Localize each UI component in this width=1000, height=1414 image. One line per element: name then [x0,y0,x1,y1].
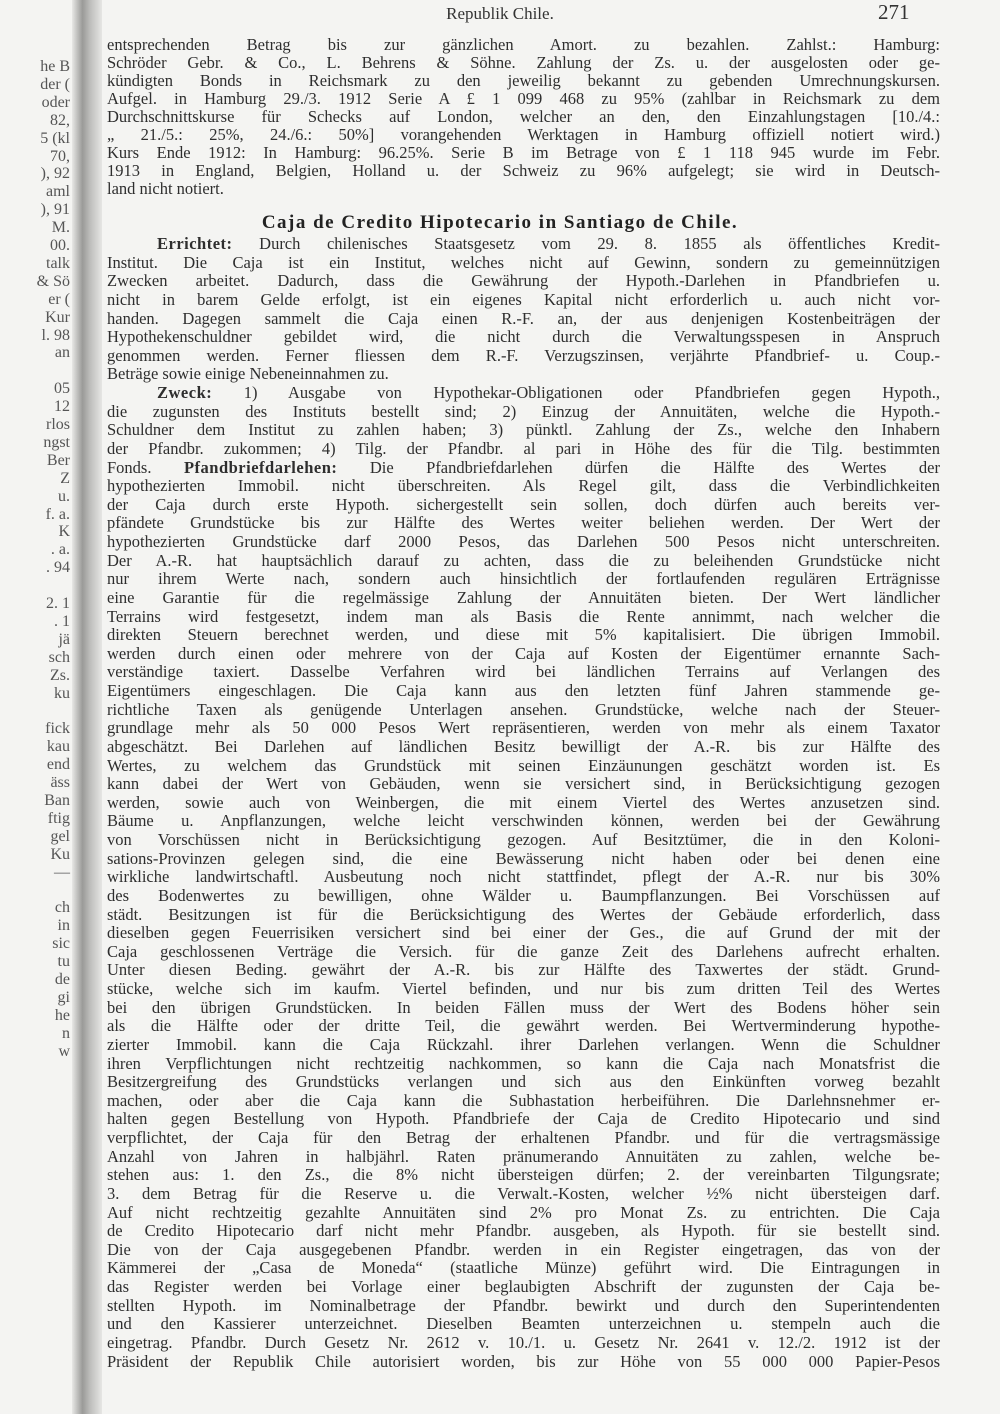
text-line [107,924,940,943]
line-text: das Register werden bei Vorlage einer beglaubigten Abschrift der zugunsten der Caja be- [107,1278,940,1296]
line-text: handen. Dagegen sammelt die Caja einen R.-F. an, der aus denjenigen Kostenbeiträgen der [107,309,940,328]
line-text: Präsident der Republik Chile autorisiert worden, bis zur Höhe von 55 000 000 Papier-Pesos [107,1352,940,1371]
text-line [107,1204,940,1223]
text-line [107,162,940,180]
text-line [107,254,940,273]
line-text: kann dabei der Wert von Gebäuden, wenn sie versichert sind, in Berücksichtigung gezogen [107,775,940,794]
previous-page-fragment: 05 [54,380,70,398]
line-text: Terrains wird festgesetzt, indem man als Basis die Rente annimmt, nach welcher die [107,607,940,626]
text-line [107,365,940,384]
text-line [107,310,940,329]
line-text: Caja geschlossenen Verträge die Versich. für die ganze Zeit des Darlehens aufrecht erhalten. [107,942,940,961]
text-line [107,552,940,571]
line-text: Eigentümers eingeschlagen. Die Caja kann aus den letzten fünf Jahren stammende ge- [107,682,940,700]
text-line [107,533,940,552]
line-text: Durchschnittskurse für Schecks auf London, welcher an den, den Einzahlungstagen [10./4.: [107,108,940,126]
line-text: grundlage mehr als 50 000 Pesos Wert repräsentieren, werden von mehr als einem Taxator [107,719,940,738]
previous-page-fragment: — [54,863,70,881]
line-text: Die von der Caja ausgegebenen Pfandbr. werden in ein Register eingetragen, das von der [107,1240,940,1259]
text-line [107,1222,940,1241]
previous-page-fragment: u. [58,487,70,505]
previous-page-fragment: rlos [46,416,70,433]
text-line [107,477,940,496]
line-text: Schröder Gebr. & Co., L. Behrens & Söhne. Zahlung der Zs. u. der ausgelosten oder ge- [107,54,940,72]
line-text: Schuldner dem Institut zu zahlen haben; 3) pünktl. Zahlung der Zs., welche den Inhabern [107,421,940,440]
text-line [107,1110,940,1129]
previous-page-fragment: end [46,756,70,774]
line-text: dieselben gegen Feuerrisiken versichert sind bei einer der Ges., die auf Grund der mit der [107,924,940,943]
previous-page-fragment: w [58,1042,70,1060]
previous-page-fragment: tu [57,953,70,970]
previous-page-fragment: he B [40,58,70,75]
previous-page-fragment: gel [50,827,70,845]
text-line [107,608,940,627]
previous-page-fragment: Zs. [50,666,70,684]
text-line [107,719,940,738]
line-text: des Bodenwertes zu bewilligen, ohne Wälder u. Baumpflanzungen. Bei Vorschüssen auf [107,886,940,905]
text-line [107,589,940,608]
line-text: hypothezierten Immobil. nicht überschreiten. Als Regel gilt, dass die Verbindlichkeiten [107,477,940,496]
line-text: stücke, welche sich im kaufm. Viertel befinden, und nur bis zum dritten Teil des Wertes [107,980,940,998]
line-text: von Vorschüssen nicht in Berücksichtigung gezogen. Auf Besitztümer, die in den Koloni- [107,831,940,849]
text-line [107,626,940,645]
previous-page-fragment: . 1 [54,612,70,630]
line-text: Hypothekenschuldner gebildet wird, die nicht durch die Verwaltungsspesen in Anspruch [107,328,940,347]
line-text: werden, sowie auch von Weinbergen, die mit einem Viertel des Wertes anzusetzen sind. [107,793,940,812]
line-text: die zugunsten des Instituts bestellt sind; 2) Einzug der Annuitäten, welche die Hypoth.- [107,402,940,421]
line-text: zierter Immobil. kann die Caja Rückzahl. ihrer Darlehen verlangen. Wenn die Schuldner [107,1035,940,1054]
text-line [107,701,940,720]
text-line [107,794,940,813]
line-text: Der A.-R. hat hauptsächlich darauf zu achten, dass die zu beleihenden Grundstücke nicht [107,551,940,570]
line-text: hypothezierten Grundstücke darf 2000 Pesos, das Darlehen 500 Pesos nicht unterschreiten. [107,533,940,551]
text-line [107,775,940,794]
line-text: ihren Verpflichtungen nicht rechtzeitig nachkommen, so kann die Caja nach Monatsfrist die [107,1054,940,1073]
line-text: Unter diesen Beding. gewährt der A.-R. bis zur Hälfte des Taxwertes der städt. Grund- [107,961,940,980]
text-line [107,291,940,310]
previous-page-fragment: de [54,970,70,988]
line-text: land nicht notiert. [107,180,224,198]
line-text: stellten Hypoth. im Nominalbetrage der Pfandbr. bewirkt und durch den Superintendenten [107,1296,940,1315]
previous-page-fragment: Ku [50,845,70,863]
previous-page-fragment: äss [50,774,70,791]
text-line [107,36,940,54]
text-line [107,1073,940,1092]
text-line [107,514,940,533]
previous-page-fragment: jä [58,630,70,648]
text-line [107,272,940,291]
line-text: eine Garantie für die regelmässige Zahlung der Annuitäten bieten. Der Wert ländlicher [107,588,940,607]
line-text: der Pfandbr. zukommen; 4) Tilg. der Pfandbr. al pari in Höhe des für die Tilg. bestimmten [107,439,940,458]
line-text: Beträge sowie einige Nebeneinnahmen zu. [107,365,389,384]
previous-page-fragment: Z [60,469,70,487]
line-text: entsprechenden Betrag bis zur gänzlichen Amort. zu bezahlen. Zahlst.: Hamburg: [107,36,940,54]
line-text: Zwecken arbeitet. Dadurch, dass die Gewährung der Hypoth.-Darlehen in Pfandbriefen u. [107,272,940,291]
line-text: richtliche Taxen als genügende Unterlagen ansehen. Grundstücke, welche nach der Steuer- [107,700,940,719]
line-text: Kurs Ende 1912: In Hamburg: 96.25%. Serie B im Betrage von £ 1 118 945 wurde im Febr. [107,144,940,162]
text-line [107,943,940,962]
line-text: kündigten Bonds in Reichsmark zu den jeweilig bekannt zu gebenden Umrechnungskursen. [107,72,940,90]
text-line [107,235,940,254]
line-text: Auf nicht rechtzeitig gezahlte Annuitäten sind 2% pro Monat Zs. zu entrichten. Die Caja [107,1203,940,1222]
text-line [107,54,940,72]
previous-page-fragment: Ban [44,791,70,809]
previous-page-fragment: 00. [50,237,70,254]
text-line [107,180,940,198]
previous-page-fragment: ), 91 [40,201,70,219]
text-line [107,1185,940,1204]
previous-page-fragment: 5 (kl [40,129,70,147]
previous-page-fragment: he [54,1006,70,1024]
line-text: „ 21./5.: 25%, 24./6.: 50%] vorangehenden Werktagen in Hamburg offiziell notiert wird.) [107,126,940,144]
text-line [107,999,940,1018]
line-text: Kämmerei der „Casa de Moneda“ (staatliche Münze) geführt wird. Die Eintragungen in [107,1259,940,1278]
previous-page-fragment: . a. [50,541,70,559]
line-text: Aufgel. in Hamburg 29./3. 1912 Serie A £ 1 099 468 zu 95% (zahlbar in Reichsmark zu dem [107,90,940,108]
line-text: sations-Provinzen gelegen sind, die eine Bewässerung nicht haben oder bei denen eine [107,849,940,868]
previous-page-fragment: sic [52,935,70,953]
previous-page-fragment: ch [54,899,70,917]
previous-page-fragment: . 94 [46,559,70,577]
text-line [107,812,940,831]
section-title: Caja de Credito Hipotecario in Santiago de Chile. [261,212,739,233]
previous-page-fragment: der ( [40,75,70,93]
line-text: Institut. Die Caja ist ein Institut, welches nicht auf Gewinn, sondern zu gemeinnützigen [107,253,940,272]
line-lead: Fonds. [107,458,184,477]
previous-page-fragment: M. [51,219,70,237]
previous-page-fragment: ftig [47,809,70,827]
text-line [107,1278,940,1297]
page-number: 271 [878,0,910,24]
previous-page-fragment: sch [48,648,70,666]
text-line [107,90,940,108]
line-text: stehen aus: 1. den Zs., die 8% nicht übersteigen dürfen; 2. der vereinbarten Tilgungsrate; [107,1166,940,1185]
text-line [107,887,940,906]
previous-page-fragment: Kur [45,308,70,326]
text-line [107,1334,940,1353]
previous-page-fragment: ngst [43,433,70,451]
previous-page-fragment: in [57,917,70,935]
text-line [107,1148,940,1167]
text-line [107,906,940,925]
line-text: 1) Ausgabe von Hypothekar-Obligationen oder Pfandbriefen gegen Hypoth., [212,384,940,402]
text-line [107,108,940,126]
previous-page-fragment: ), 92 [40,165,70,183]
line-text: städt. Besitzungen ist für die Berücksichtigung des Wertes der Gebäude erforderlich, dass [107,905,940,924]
text-line [107,1259,940,1278]
previous-page-fragment: ku [54,684,70,702]
text-line [107,980,940,999]
previous-page-fragment: K [58,523,70,541]
previous-page-fragment: fick [45,720,70,738]
previous-page-fragment: oder [41,93,70,111]
text-line [107,1166,940,1185]
line-text: Wertes, zu welchem das Grundstück mit seinen Einzäunungen geschätzt worden ist. Es [107,756,940,775]
line-text: wirkliche landwirtschaftl. Ausbeutung noch nicht stattfindet, pflegt der A.-R. nur bis 30% [107,868,940,887]
line-text: abgeschätzt. Bei Darlehen auf ländlichen Besitz bewilligt der A.-R. bis zur Hälfte des [107,737,940,756]
line-text: nur ihrem Werte nach, sondern auch hinsichtlich der fortlaufenden regulären Erträgnisse [107,570,940,589]
previous-page-fragment: f. a. [45,505,70,523]
previous-page-fragment: Ber [46,451,70,469]
text-line [107,384,940,403]
previous-page-fragment: talk [46,254,70,272]
line-text: als die Hälfte oder der dritte Teil, die gewährt werden. Bei Wertverminderung hypothe- [107,1017,940,1036]
previous-page-fragment: an [54,344,70,362]
text-line [107,459,940,478]
text-line [107,328,940,347]
line-text: verständige taxiert. Dasselbe Verfahren wird bei ländlichen Terrains auf Verlangen des [107,663,940,682]
line-text: Die Pfandbriefdarlehen dürfen die Hälfte des Wertes der [337,458,940,477]
line-text: bei den übrigen Grundstücken. In beiden Fällen muss der Wert des Bodens höher sein [107,998,940,1017]
text-line [107,1129,940,1148]
section-label: Zweck: [157,384,213,402]
previous-page-fragment: er ( [48,290,70,308]
line-text: Anzahl von Jahren in halbjährl. Raten pränumerando Annuitäten zu zahlen, welche be- [107,1147,940,1166]
text-line [107,868,940,887]
text-line [107,72,940,90]
section-body [107,235,940,1371]
line-text: genommen werden. Ferner fliessen dem R.-F. Verzugszinsen, verjährte Pfandbrief- u. Coup.- [107,346,940,365]
previous-page-fragment: l. 98 [41,326,70,344]
line-text: werden durch einen oder mehrere von der Caja auf Kosten der Eigentümer ernannte Sach- [107,644,940,663]
text-line [107,1315,940,1334]
line-text: und den Kassierer unterzeichnet. Dieselben Beamten unterzeichnen u. stempeln auch die [107,1315,940,1334]
text-line [107,1017,940,1036]
text-line [107,570,940,589]
line-text: nicht in barem Gelde erfolgt, ist ein eigenes Kapital nicht erforderlich u. auch nicht vor- [107,290,940,309]
running-title: Republik Chile. [446,4,554,23]
text-line [107,421,940,440]
line-text: direkten Steuern berechnet werden, und diese mit 5% kapitalisiert. Die übrigen Immobil. [107,626,940,645]
text-line [107,663,940,682]
text-line [107,757,940,776]
line-text: machen, oder aber die Caja kann die Subhastation herbeiführen. Die Darlehnsnehmer er- [107,1091,940,1110]
text-line [107,1353,940,1372]
text-line [107,403,940,422]
text-line [107,126,940,144]
line-text: der Caja durch erste Hypoth. sichergestellt sein sollen, doch dürfen auch bereits ver- [107,495,940,514]
line-text: eingetrag. Pfandbr. Durch Gesetz Nr. 2612 v. 10./1. u. Gesetz Nr. 2641 v. 12./2. 1912 ist der [107,1333,940,1352]
text-line [107,1036,940,1055]
text-line [107,1241,940,1260]
previous-page-fragment: 70, [50,147,70,165]
section-label: Errichtet: [157,235,233,253]
text-line [107,738,940,757]
text-line [107,645,940,664]
line-text: Bäume u. Anpflanzungen, welche leicht verschwinden können, werden bei der Gewährung [107,812,940,831]
text-line [107,961,940,980]
previous-page-fragment: kau [46,738,70,756]
section-label: Pfandbriefdarlehen: [183,458,338,477]
line-text: Durch chilenisches Staatsgesetz vom 29. 8. 1855 als öffentliches Kredit- [232,235,940,253]
line-text: halten gegen Bestellung von Hypoth. Pfandbriefe der Caja de Credito Hipotecario und sind [107,1110,940,1129]
intro-paragraph [107,36,940,198]
text-line [107,496,940,515]
text-line [107,682,940,701]
line-text: pfändete Grundstücke bis zur Hälfte des Wertes weiter beliehen werden. Der Wert der [107,514,940,533]
text-line [107,144,940,162]
text-line [107,850,940,869]
line-text: Besitzergreifung des Grundstücks verlangen und sich aus den Einkünften vorweg bezahlt [107,1073,940,1092]
previous-page-fragment: 2. 1 [46,595,70,612]
previous-page-fragment: 12 [54,398,70,416]
previous-page-fragment: n [62,1024,70,1042]
previous-page-fragment: gi [57,988,70,1006]
previous-page-fragment: & Sö [36,272,70,290]
text-line [107,347,940,366]
line-text: 1913 in England, Belgien, Holland u. der Schweiz zu 96% aufgelegt; sie wird in Deutsch- [107,162,940,180]
text-line [107,1055,940,1074]
text-line [107,440,940,459]
text-line [107,831,940,850]
previous-page-fragment: 82, [50,111,70,129]
line-text: 3. dem Betrag für die Reserve u. die Verwalt.-Kosten, welcher ½% nicht übersteigen darf. [107,1184,940,1203]
line-text: de Credito Hipotecario darf nicht mehr Pfandbr. ausgeben, als Hypoth. für sie bestellt sind. [107,1222,940,1241]
text-line [107,1092,940,1111]
previous-page-fragment: aml [46,183,70,201]
line-text: verpflichtet, der Caja für den Betrag der erhaltenen Pfandbr. und für die vertragsmässige [107,1129,940,1147]
text-line [107,1297,940,1316]
